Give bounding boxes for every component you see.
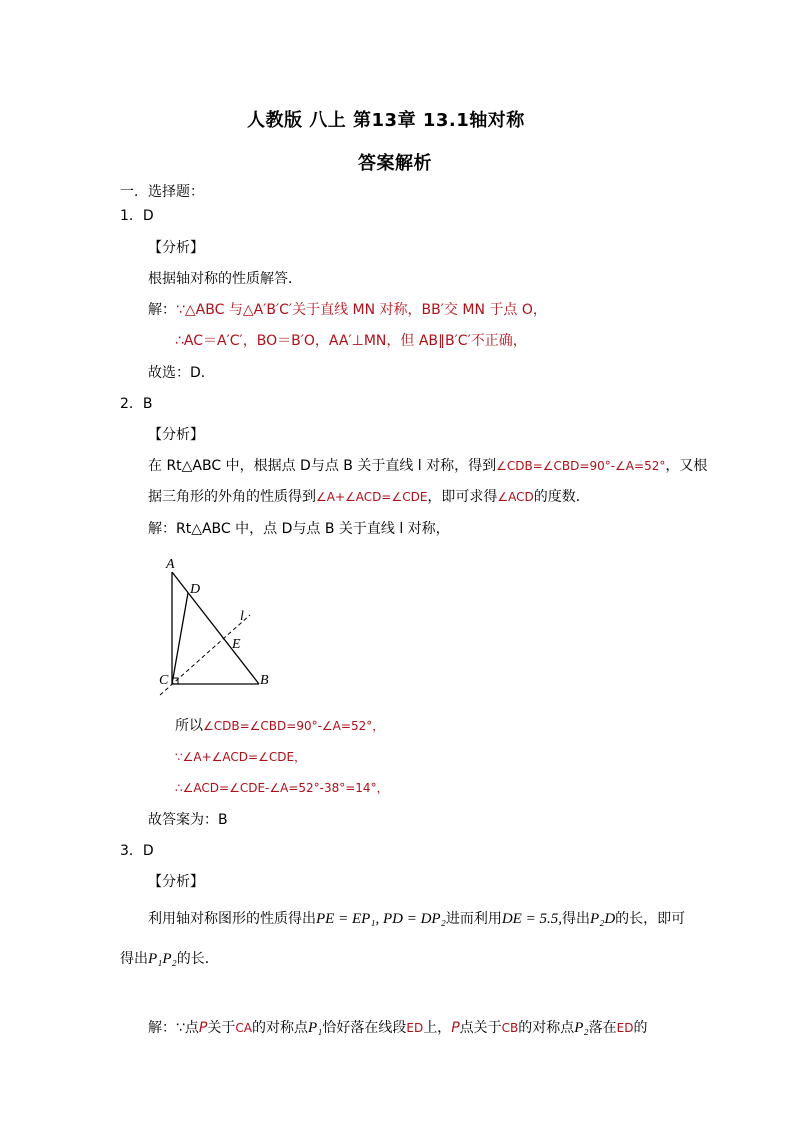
q3-analysis-line2 xyxy=(120,949,219,969)
q3-line2-text: 得出 xyxy=(120,951,148,967)
q3-line2-tail: 的长． xyxy=(176,951,219,967)
q3-number: 3．D xyxy=(120,843,154,859)
q3-sol-ca: CA xyxy=(235,1021,252,1035)
q3-line1-tail: 的长，即可 xyxy=(615,911,686,927)
page-subtitle: 答案解析 xyxy=(358,153,432,174)
q2-step1-formula: ∠CDB=∠CBD=90°-∠A=52°， xyxy=(203,719,385,733)
q1-analysis-label: 【分析】 xyxy=(148,240,204,256)
q2-analysis-label: 【分析】 xyxy=(148,427,204,443)
label-e: E xyxy=(232,637,241,652)
q1-solution-line2: ∴AC＝A′C′，BO＝B′O，AA′⊥MN，但 AB∥B′C′不正确， xyxy=(175,333,527,349)
q3-sol-c: 关于 xyxy=(207,1020,236,1036)
label-c: C xyxy=(159,673,169,688)
q1-analysis-text: 根据轴对称的性质解答． xyxy=(148,271,302,287)
q3-solution-line xyxy=(148,1018,647,1038)
q3-line1-math3: P₂D xyxy=(589,911,616,927)
q2-line1-text: 在 Rt△ABC 中，根据点 D与点 B 关于直线 l 对称，得到 xyxy=(148,458,497,474)
q3-sol-ed1: ED xyxy=(406,1021,424,1035)
label-l: l xyxy=(240,609,244,624)
q3-sol-p: P xyxy=(198,1020,208,1036)
q3-line1-math1: PE = EP₁, PD = DP₂ xyxy=(316,911,446,927)
label-b: B xyxy=(260,673,269,688)
q2-step2: ∵∠A+∠ACD=∠CDE， xyxy=(175,750,307,764)
triangle-figure xyxy=(150,550,290,700)
q2-line2-formula: ∠A+∠ACD=∠CDE xyxy=(316,490,428,504)
q2-number: 2．B xyxy=(120,396,153,412)
q2-analysis-line2 xyxy=(148,487,590,507)
q2-step1-prefix: 所以 xyxy=(175,718,203,734)
side-ab xyxy=(172,572,259,684)
q3-sol-k: 点关于 xyxy=(459,1020,502,1036)
q3-line1-text: 利用轴对称图形的性质得出 xyxy=(148,911,316,927)
q2-answer: 故答案为：B xyxy=(148,812,228,828)
segment-cd xyxy=(172,593,188,684)
label-d: D xyxy=(190,582,201,597)
q3-line2-math: P₁P₂ xyxy=(148,951,177,967)
q3-analysis-label: 【分析】 xyxy=(148,874,204,890)
q3-sol-o: 落在 xyxy=(588,1020,617,1036)
q3-line1-mid2: 得出 xyxy=(561,911,590,927)
q3-line1-mid: 进而利用 xyxy=(445,911,502,927)
q3-sol-a: 解：∵点 xyxy=(148,1020,199,1036)
q2-solution-line: 解：Rt△ABC 中，点 D与点 B 关于直线 l 对称， xyxy=(148,521,450,537)
q1-answer: 故选：D． xyxy=(148,365,215,381)
q2-step3: ∴∠ACD=∠CDE-∠A=52°-38°=14°， xyxy=(175,781,389,795)
q2-analysis-line1 xyxy=(148,456,707,476)
q2-line2-angle: ∠ACD xyxy=(497,490,534,504)
q2-line2-text: 据三角形的外角的性质得到 xyxy=(148,489,316,505)
q1-number: 1．D xyxy=(120,208,154,224)
q3-line1-math2: DE = 5.5, xyxy=(501,911,562,927)
page-title: 人教版 八上 第13章 13.1轴对称 xyxy=(247,110,525,131)
q3-sol-ed2: ED xyxy=(616,1021,634,1035)
q3-sol-p1: P₁ xyxy=(307,1020,323,1036)
q1-solution-line1 xyxy=(148,300,547,320)
q1-solution-prefix: 解： xyxy=(148,302,176,318)
q2-line1-formula: ∠CDB=∠CBD=90°-∠A=52° xyxy=(496,459,666,473)
q3-sol-m: 的对称点 xyxy=(518,1020,575,1036)
q3-sol-q: 的 xyxy=(633,1020,648,1036)
q3-sol-p-2: P xyxy=(451,1020,460,1036)
q2-line2-mid: ，即可求得 xyxy=(427,489,498,505)
q2-line2-tail: 的度数． xyxy=(533,489,590,505)
q3-sol-i: 上， xyxy=(423,1020,452,1036)
q2-step1 xyxy=(175,716,384,736)
q3-sol-p2: P₂ xyxy=(574,1020,589,1036)
q1-solution-statement: ∵△ABC 与△A′B′C′关于直线 MN 对称，BB′交 MN 于点 O， xyxy=(176,302,547,318)
q3-sol-e: 的对称点 xyxy=(251,1020,308,1036)
section-heading: 一．选择题： xyxy=(120,184,204,200)
label-a: A xyxy=(166,557,175,572)
q3-analysis-line1 xyxy=(148,909,685,929)
q3-sol-g: 恰好落在线段 xyxy=(322,1020,407,1036)
q2-line1-tail: ，又根 xyxy=(665,458,708,474)
q3-sol-cb: CB xyxy=(501,1021,519,1035)
